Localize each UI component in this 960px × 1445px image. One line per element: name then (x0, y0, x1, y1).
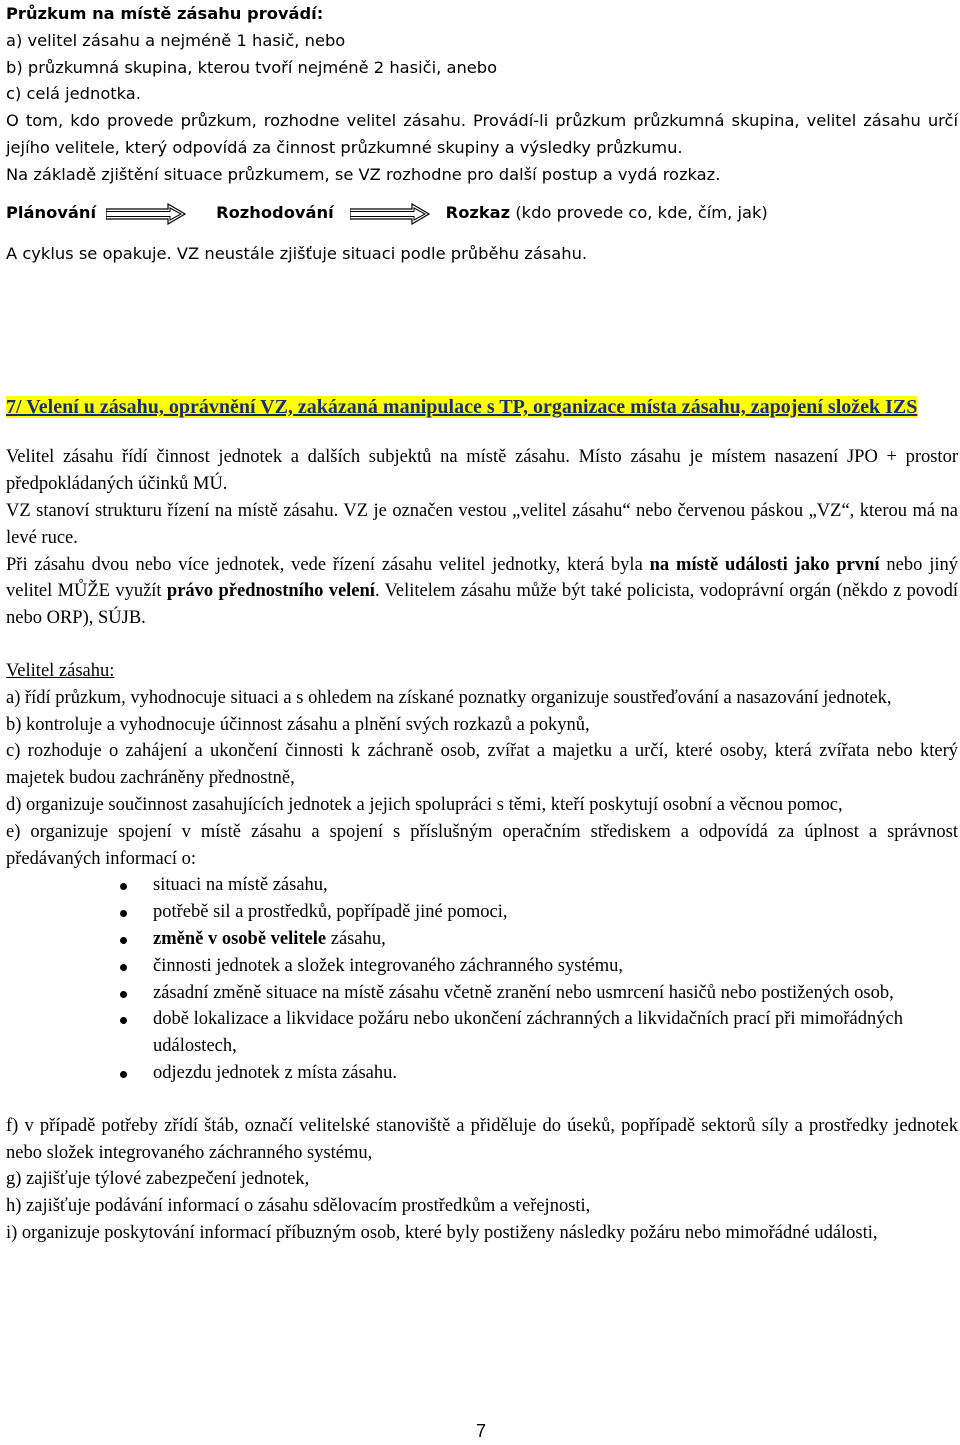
duty-e: e) organizuje spojení v místě zásahu a spojení s příslušným operačním střediskem a odpovídá za úplnost a správnost předávaných informací o: (6, 821, 958, 869)
list-item: činnosti jednotek a složek integrovaného záchranného systému, (153, 953, 958, 980)
list-item: době lokalizace a likvidace požáru nebo ukončení záchranných a likvidačních prací při mimořádných událostech, (153, 1006, 958, 1060)
paragraph-command: Velitel zásahu řídí činnost jednotek a dalších subjektů na místě zásahu. Místo zásahu je místem nasazení JPO + prostor předpokládaných účinků MÚ. (6, 447, 958, 495)
duty-i: i) organizuje poskytování informací příbuzným osob, které byly postiženy následky požáru nebo mimořádné události, (6, 1222, 878, 1243)
bullet-icon (120, 1017, 127, 1024)
bullet-icon (120, 910, 127, 917)
page-number: 7 (476, 1421, 487, 1441)
duty-f: f) v případě potřeby zřídí štáb, označí velitelské stanoviště a přiděluje do úseků, popřípadě sektorů síly a prostředky jednotek nebo složek integrovaného záchranného systému, (6, 1115, 958, 1163)
list-item-a: a) velitel zásahu a nejméně 1 hasič, nebo (6, 30, 346, 50)
section-7-body (6, 444, 958, 1246)
paragraph-structure: VZ stanoví strukturu řízení na místě zásahu. VZ je označen vestou „velitel zásahu“ nebo červenou páskou „VZ“, kterou má na levé ruce. (6, 500, 958, 548)
double-arrow-icon (350, 203, 430, 225)
list-item: zásadní změně situace na místě zásahu včetně zranění nebo usmrcení hasičů nebo postižených osob, (153, 980, 958, 1007)
duty-g: g) zajišťuje týlové zabezpečení jednotek, (6, 1169, 310, 1190)
commander-duties-title: Velitel zásahu: (6, 660, 115, 681)
paragraph-priority: Při zásahu dvou nebo více jednotek, vede řízení zásahu velitel jednotky, která byla na místě události jako první nebo jiný velitel MŮŽE využít právo přednostního velení. Velitelem zásahu může být také policista, vodoprávní orgán (někdo z povodí nebo ORP), SÚJB. (6, 554, 959, 629)
list-item-c: c) celá jednotka. (6, 84, 141, 104)
section-heading-7: 7/ Velení u zásahu, oprávnění VZ, zakázaná manipulace s TP, organizace místa zásahu, zapojení složek IZS (6, 396, 918, 419)
duty-b: b) kontroluje a vyhodnocuje účinnost zásahu a plnění svých rozkazů a pokynů, (6, 714, 590, 735)
bullet-icon (120, 991, 127, 998)
list-item: situaci na místě zásahu, (153, 872, 958, 899)
duty-h: h) zajišťuje podávání informací o zásahu sdělovacím prostředkům a veřejnosti, (6, 1196, 591, 1217)
flow-step-order: Rozkaz (kdo provede co, kde, čím, jak) (445, 203, 768, 223)
bullet-icon (120, 1071, 127, 1078)
cycle-note: A cyklus se opakuje. VZ neustále zjišťuje situaci podle průběhu zásahu. (6, 243, 588, 263)
list-item: změně v osobě velitele zásahu, (153, 926, 958, 953)
decision-flow (6, 201, 958, 227)
paragraph-decision: Na základě zjištění situace průzkumem, se VZ rozhodne pro další postup a vydá rozkaz. (6, 164, 721, 184)
flow-step-decision: Rozhodování (216, 203, 334, 223)
section-pruzkum (6, 0, 958, 189)
duty-d: d) organizuje součinnost zasahujících jednotek a jejich spolupráci s těmi, kteří poskytují osobní a věcnou pomoc, (6, 794, 843, 815)
list-item: potřebě sil a prostředků, popřípadě jiné pomoci, (153, 899, 958, 926)
information-list (6, 872, 958, 1086)
duty-a: a) řídí průzkum, vyhodnocuje situaci a s ohledem na získané poznatky organizuje soustřeďování a nasazování jednotek, (6, 687, 892, 708)
duty-c: c) rozhoduje o zahájení a ukončení činnosti k záchraně osob, zvířat a majetku a určí, které osoby, která zvířata nebo který majetek budou zachráněny přednostně, (6, 741, 958, 789)
double-arrow-icon (106, 203, 186, 225)
bullet-icon (120, 883, 127, 890)
list-item-b: b) průzkumná skupina, kterou tvoří nejméně 2 hasiči, anebo (6, 57, 498, 77)
bullet-icon (120, 964, 127, 971)
list-item: odjezdu jednotek z místa zásahu. (153, 1060, 958, 1087)
section-title: Průzkum na místě zásahu provádí: (6, 4, 324, 23)
flow-step-planning: Plánování (6, 203, 97, 223)
document-page (6, 0, 958, 1247)
paragraph-survey: O tom, kdo provede průzkum, rozhodne velitel zásahu. Provádí-li průzkum průzkumná skupina, velitel zásahu určí jejího velitele, který odpovídá za činnost průzkumné skupiny a výsledky průzkumu. (6, 111, 958, 157)
bullet-icon (120, 937, 127, 944)
